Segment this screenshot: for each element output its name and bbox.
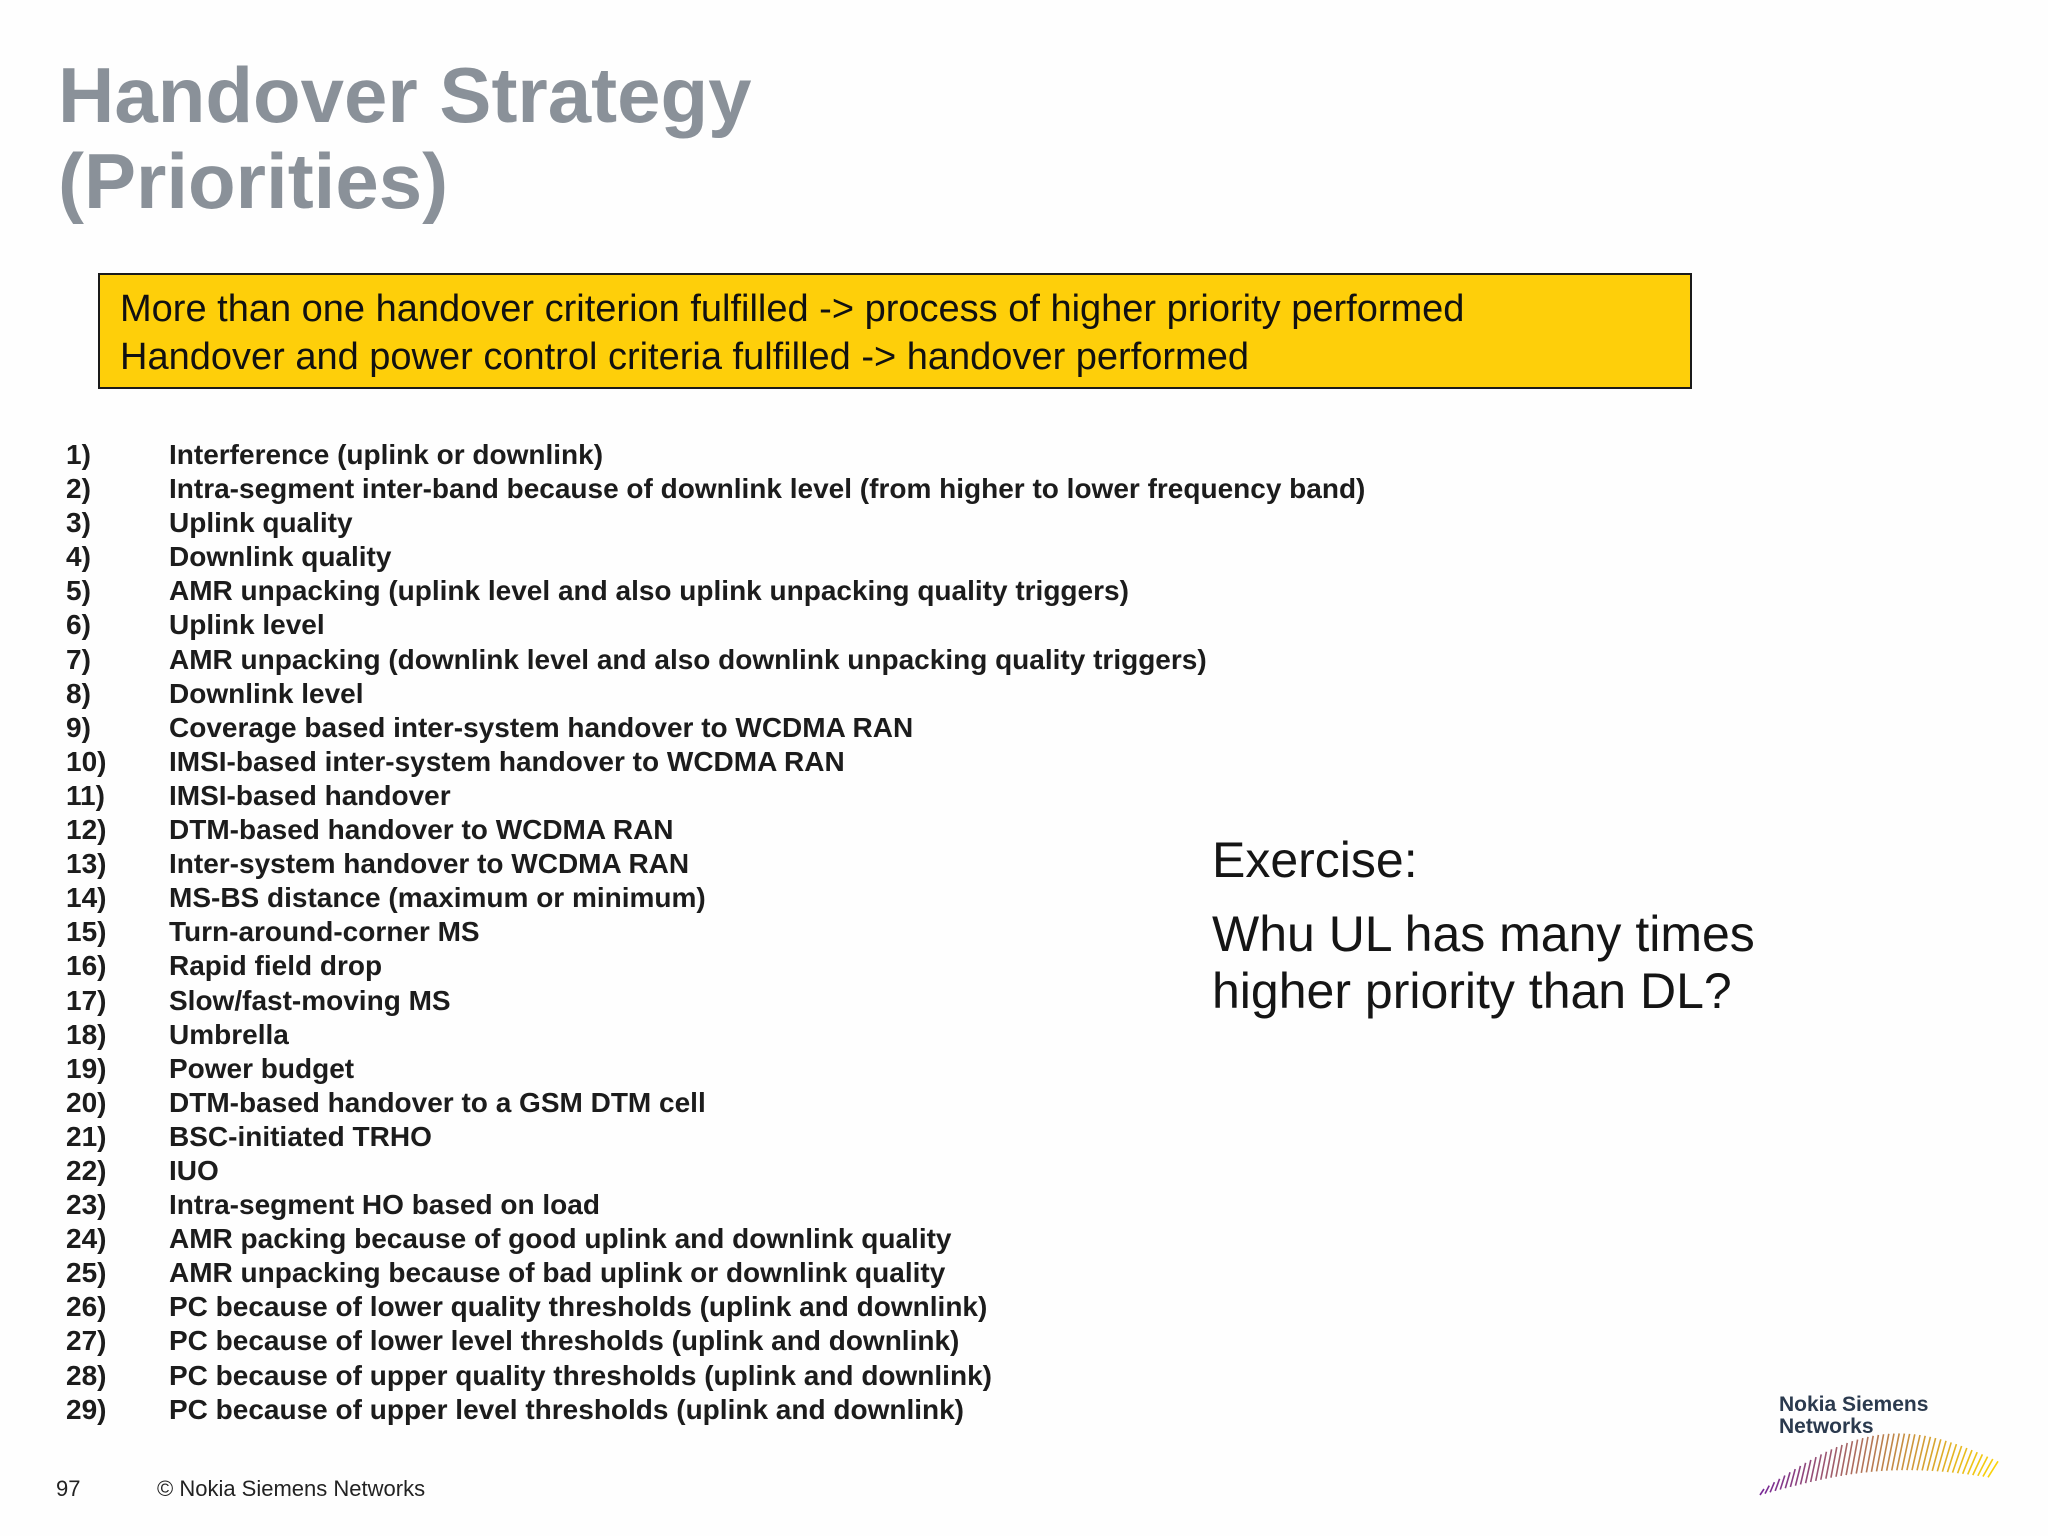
priority-number: 17) [66, 984, 107, 1016]
priority-text: Uplink quality [169, 507, 353, 539]
logo-wave-stroke [1760, 1489, 1764, 1495]
logo-wave-stroke [1806, 1460, 1811, 1483]
priority-text: Inter-system handover to WCDMA RAN [169, 848, 690, 880]
priority-text: AMR packing because of good uplink and downlink quality [169, 1223, 952, 1255]
priority-text: AMR unpacking because of bad uplink or downlink quality [169, 1257, 946, 1289]
priority-text: Turn-around-corner MS [169, 916, 480, 948]
priority-text: Downlink level [169, 677, 364, 709]
priority-number: 12) [66, 814, 107, 846]
logo-text-line-1: Nokia Siemens [1779, 1393, 1929, 1416]
priority-number: 28) [66, 1359, 107, 1391]
priority-text: PC because of lower level thresholds (uplink and downlink) [169, 1325, 960, 1357]
priority-text: Coverage based inter-system handover to WCDMA RAN [169, 711, 914, 743]
priority-text: MS-BS distance (maximum or minimum) [169, 882, 706, 914]
priority-number: 9) [66, 711, 91, 743]
exercise-heading: Exercise: [1212, 832, 1418, 888]
priority-number: 26) [66, 1291, 107, 1323]
logo-wave-stroke [1811, 1457, 1816, 1482]
page-number: 97 [56, 1476, 81, 1501]
priority-number: 21) [66, 1120, 107, 1152]
logo-wave-stroke [1765, 1486, 1769, 1494]
priority-text: Umbrella [169, 1018, 289, 1050]
priority-number: 5) [66, 575, 91, 607]
callout-line-2: Handover and power control criteria fulfilled -> handover performed [120, 336, 1249, 378]
logo-wave-stroke [1816, 1454, 1821, 1481]
priority-text: Rapid field drop [169, 950, 383, 982]
priority-text: DTM-based handover to a GSM DTM cell [169, 1086, 706, 1118]
callout-box [98, 273, 1692, 389]
priority-number: 18) [66, 1018, 107, 1050]
copyright-text: © Nokia Siemens Networks [157, 1476, 426, 1501]
priority-text: AMR unpacking (uplink level and also uplink unpacking quality triggers) [169, 575, 1129, 607]
priority-text: IUO [169, 1154, 219, 1186]
exercise-question-line-2: higher priority than DL? [1212, 963, 1732, 1019]
priority-number: 13) [66, 848, 107, 880]
priority-number: 2) [66, 473, 91, 505]
priority-text: BSC-initiated TRHO [169, 1120, 432, 1152]
priority-number: 1) [66, 439, 91, 470]
priority-text: Uplink level [169, 609, 325, 641]
priority-number: 27) [66, 1325, 107, 1357]
logo-wave-stroke [1775, 1479, 1779, 1491]
priority-text: IMSI-based inter-system handover to WCDMA RAN [169, 745, 845, 777]
slide-title [58, 52, 752, 224]
title-line-2: (Priorities) [58, 137, 449, 225]
priority-number: 20) [66, 1086, 107, 1118]
priority-number: 19) [66, 1052, 107, 1084]
logo-wave-stroke [1795, 1466, 1800, 1486]
exercise-box [1212, 830, 1755, 1020]
priority-number: 24) [66, 1223, 107, 1255]
priority-text: Downlink quality [169, 541, 392, 573]
priority-text: AMR unpacking (downlink level and also downlink unpacking quality triggers) [169, 643, 1207, 675]
priority-text: DTM-based handover to WCDMA RAN [169, 814, 674, 846]
priority-number: 4) [66, 541, 91, 573]
logo-wave-stroke [1801, 1463, 1806, 1485]
logo-wave-stroke [1770, 1482, 1774, 1492]
priority-number: 25) [66, 1257, 107, 1289]
priority-text: PC because of upper quality thresholds (uplink and downlink) [169, 1359, 992, 1391]
priority-number: 6) [66, 609, 91, 641]
logo-wave-stroke [1785, 1472, 1790, 1488]
priority-number: 10) [66, 745, 107, 777]
exercise-question-line-1: Whu UL has many times [1212, 906, 1755, 962]
priority-number: 8) [66, 677, 91, 709]
priority-number: 11) [66, 779, 105, 811]
priority-number: 15) [66, 916, 107, 948]
priority-number: 22) [66, 1154, 107, 1186]
priority-text: Interference (uplink or downlink) [169, 439, 604, 470]
callout-line-1: More than one handover criterion fulfilled -> process of higher priority performed [120, 288, 1465, 330]
priority-text: IMSI-based handover [169, 779, 451, 811]
priority-text: PC because of upper level thresholds (uplink and downlink) [169, 1393, 965, 1425]
logo-wave-stroke [1780, 1476, 1785, 1490]
title-line-1: Handover Strategy [58, 51, 752, 139]
nokia-siemens-logo [1752, 1394, 2002, 1500]
priority-number: 29) [66, 1393, 107, 1425]
logo-text-line-2: Networks [1779, 1415, 1874, 1438]
priority-text: Power budget [169, 1052, 355, 1084]
priority-text: Intra-segment inter-band because of downlink level (from higher to lower frequency band) [169, 473, 1366, 505]
priority-text: PC because of lower quality thresholds (uplink and downlink) [169, 1291, 988, 1323]
priority-number: 3) [66, 507, 91, 539]
priority-number: 7) [66, 643, 91, 675]
priority-text: Slow/fast-moving MS [169, 984, 451, 1016]
priority-number: 23) [66, 1189, 107, 1221]
logo-wave-stroke [1790, 1469, 1795, 1487]
priority-number: 14) [66, 882, 107, 914]
exercise-question [1212, 906, 1755, 1020]
priority-number: 16) [66, 950, 107, 982]
priority-text: Intra-segment HO based on load [169, 1189, 600, 1221]
